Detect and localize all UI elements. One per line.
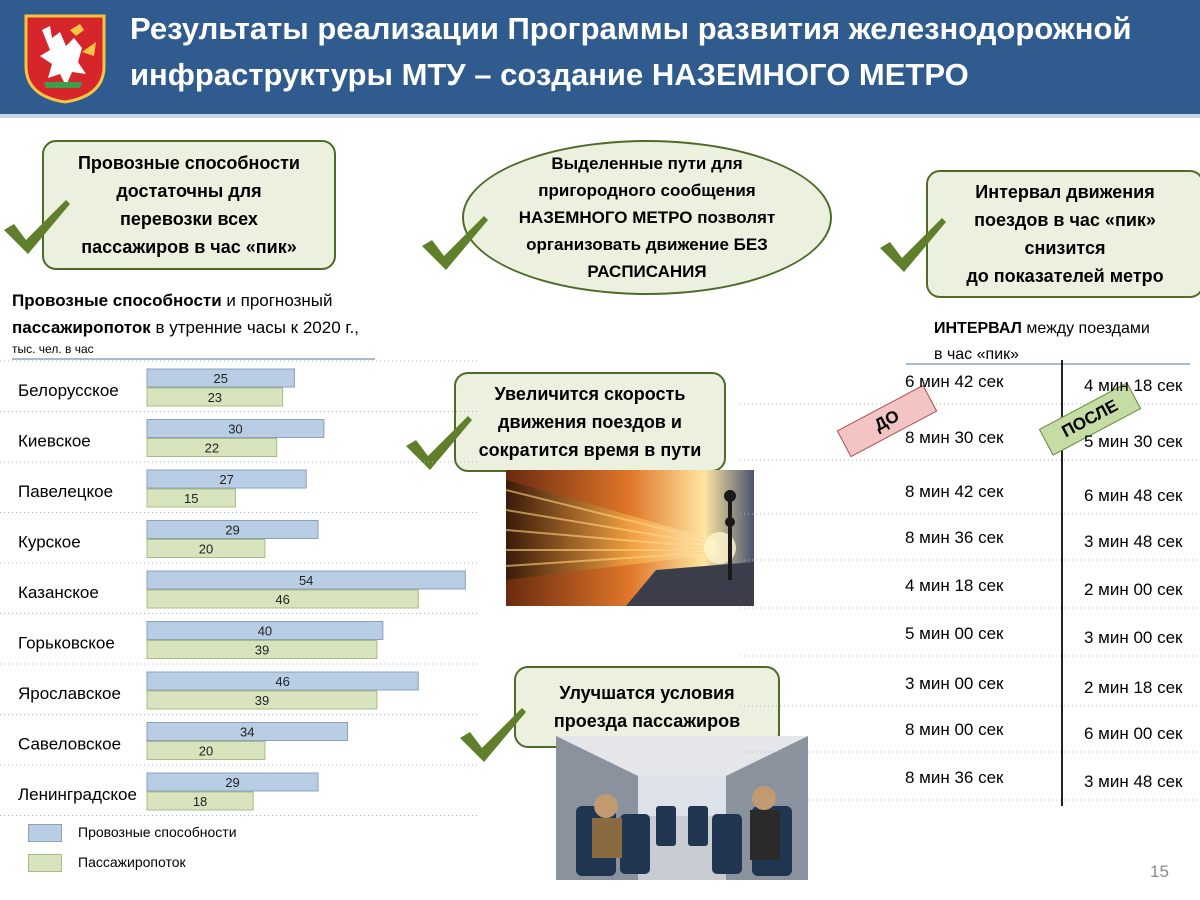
bar-value-label: 34 (240, 724, 255, 740)
page-title (130, 6, 1190, 98)
bar-value-label: 27 (219, 472, 234, 487)
callout-speed-line: движения поездов и (498, 412, 682, 432)
chart-legend (28, 820, 348, 880)
callout-comfort-line: проезда пассажиров (553, 711, 741, 731)
interval-before-value: 8 мин 00 сек (905, 720, 1004, 739)
callout-comfort-line: Улучшатся условия (559, 683, 735, 703)
chart-category-label: Казанское (18, 583, 99, 602)
interval-heading (934, 316, 1200, 368)
chart-title-bold: Провозные способности (12, 291, 222, 310)
bar-value-label: 18 (192, 794, 208, 809)
bar-value-label: 46 (275, 592, 290, 607)
interval-before-value: 8 мин 30 сек (905, 428, 1004, 447)
interval-after-value: 2 мин 00 сек (1084, 580, 1183, 599)
checkmark-icon (0, 196, 72, 256)
interval-after-value: 3 мин 00 сек (1084, 628, 1183, 647)
chart-category-label: Павелецкое (18, 482, 114, 501)
callout-interval-line: снизится (1024, 238, 1106, 258)
interval-heading-text: между поездами (1021, 320, 1150, 337)
interval-after-value: 2 мин 18 сек (1084, 678, 1183, 697)
interval-before-value: 8 мин 36 сек (905, 768, 1004, 787)
bar-value-label: 30 (228, 421, 243, 437)
legend-swatch-capacity (28, 824, 62, 842)
callout-speed-line: Увеличится скорость (494, 384, 686, 404)
train-interior-photo (556, 736, 808, 880)
bar-value-label: 20 (198, 541, 214, 557)
callout-dedicated-line: Выделенные пути для (551, 154, 743, 173)
legend-item (28, 820, 348, 850)
interval-after-value: 3 мин 48 сек (1084, 772, 1183, 791)
legend-swatch-passengers (28, 854, 62, 872)
chart-title-bold: пассажиропоток (12, 318, 151, 337)
chart-category-label: Киевское (18, 431, 91, 451)
callout-dedicated-line: организовать движение БЕЗ (526, 235, 768, 254)
bar-value-label: 29 (225, 522, 240, 538)
callout-capacity-line: перевозки всех (120, 209, 258, 229)
callout-dedicated-tracks (462, 140, 832, 295)
callout-capacity (42, 140, 336, 270)
page-title-line1: Результаты реализации Программы развития железнодорожной (130, 11, 1132, 46)
legend-item (28, 850, 348, 880)
callout-speed (454, 372, 726, 472)
bar-value-label: 25 (213, 371, 228, 386)
chart-title (12, 287, 422, 341)
chart-category-label: Ленинградское (18, 785, 137, 804)
callout-interval (926, 170, 1200, 298)
callout-dedicated-line: пригородного сообщения (538, 181, 756, 200)
bar-value-label: 46 (275, 674, 290, 689)
interval-after-value: 6 мин 48 сек (1084, 486, 1183, 505)
interval-before-value: 8 мин 36 сек (905, 528, 1004, 547)
bar-value-label: 20 (198, 743, 214, 759)
interval-after-value: 3 мин 48 сек (1084, 532, 1183, 551)
checkmark-icon (876, 214, 948, 274)
chart-category-label: Ярославское (18, 684, 121, 703)
bar-value-label: 40 (257, 623, 273, 639)
train-photo (506, 470, 754, 606)
before-tag: ДО (837, 385, 938, 457)
checkmark-icon (418, 212, 490, 272)
interval-before-value: 3 мин 00 сек (905, 674, 1004, 693)
interval-before-value: 8 мин 42 сек (905, 482, 1004, 501)
callout-interval-line: поездов в час «пик» (974, 210, 1156, 230)
callout-interval-line: до показателей метро (966, 266, 1164, 286)
callout-speed-line: сократится время в пути (478, 440, 702, 460)
interval-after-value: 6 мин 00 сек (1084, 724, 1183, 743)
chart-title-text: и прогнозный (221, 291, 333, 310)
coat-of-arms-icon (22, 12, 108, 104)
capacity-bar-chart (0, 355, 480, 815)
interval-after-value: 4 мин 18 сек (1084, 376, 1183, 395)
callout-dedicated-line: РАСПИСАНИЯ (587, 262, 707, 281)
chart-category-label: Горьковское (18, 633, 115, 653)
bar-value-label: 39 (254, 642, 270, 658)
interval-heading-bold: ИНТЕРВАЛ (934, 320, 1022, 337)
interval-after-value: 5 мин 30 сек (1084, 432, 1183, 451)
legend-label: Провозные способности (78, 824, 237, 840)
interval-heading-line2: в час «пик» (934, 346, 1020, 363)
slide-header (0, 0, 1200, 118)
bar-value-label: 22 (204, 440, 220, 456)
interval-before-value: 6 мин 42 сек (905, 372, 1004, 391)
bar-value-label: 54 (298, 573, 314, 588)
bar-value-label: 29 (225, 775, 240, 790)
callout-capacity-line: Провозные способности (77, 153, 300, 173)
interval-before-value: 4 мин 18 сек (905, 576, 1004, 595)
page-number: 15 (1150, 862, 1169, 881)
chart-category-label: Савеловское (18, 734, 122, 754)
page-title-line2: инфраструктуры МТУ – создание НАЗЕМНОГО МЕТРО (130, 57, 969, 92)
chart-category-label: Курское (18, 532, 81, 552)
bar-value-label: 15 (183, 491, 199, 506)
chart-units: тыс. чел. в час (12, 342, 94, 356)
callout-interval-line: Интервал движения (975, 182, 1155, 202)
bar-value-label: 39 (254, 693, 270, 708)
callout-dedicated-line: НАЗЕМНОГО МЕТРО позволят (518, 208, 776, 227)
callout-capacity-line: достаточны для (116, 181, 262, 201)
callout-capacity-line: пассажиров в час «пик» (81, 237, 297, 257)
chart-category-label: Белорусское (18, 381, 119, 400)
after-tag: ПОСЛЕ (1039, 382, 1141, 455)
interval-before-value: 5 мин 00 сек (905, 624, 1004, 643)
bar-value-label: 23 (207, 390, 223, 405)
chart-title-text: в утренние часы к 2020 г., (150, 318, 359, 337)
legend-label: Пассажиропоток (78, 854, 186, 870)
